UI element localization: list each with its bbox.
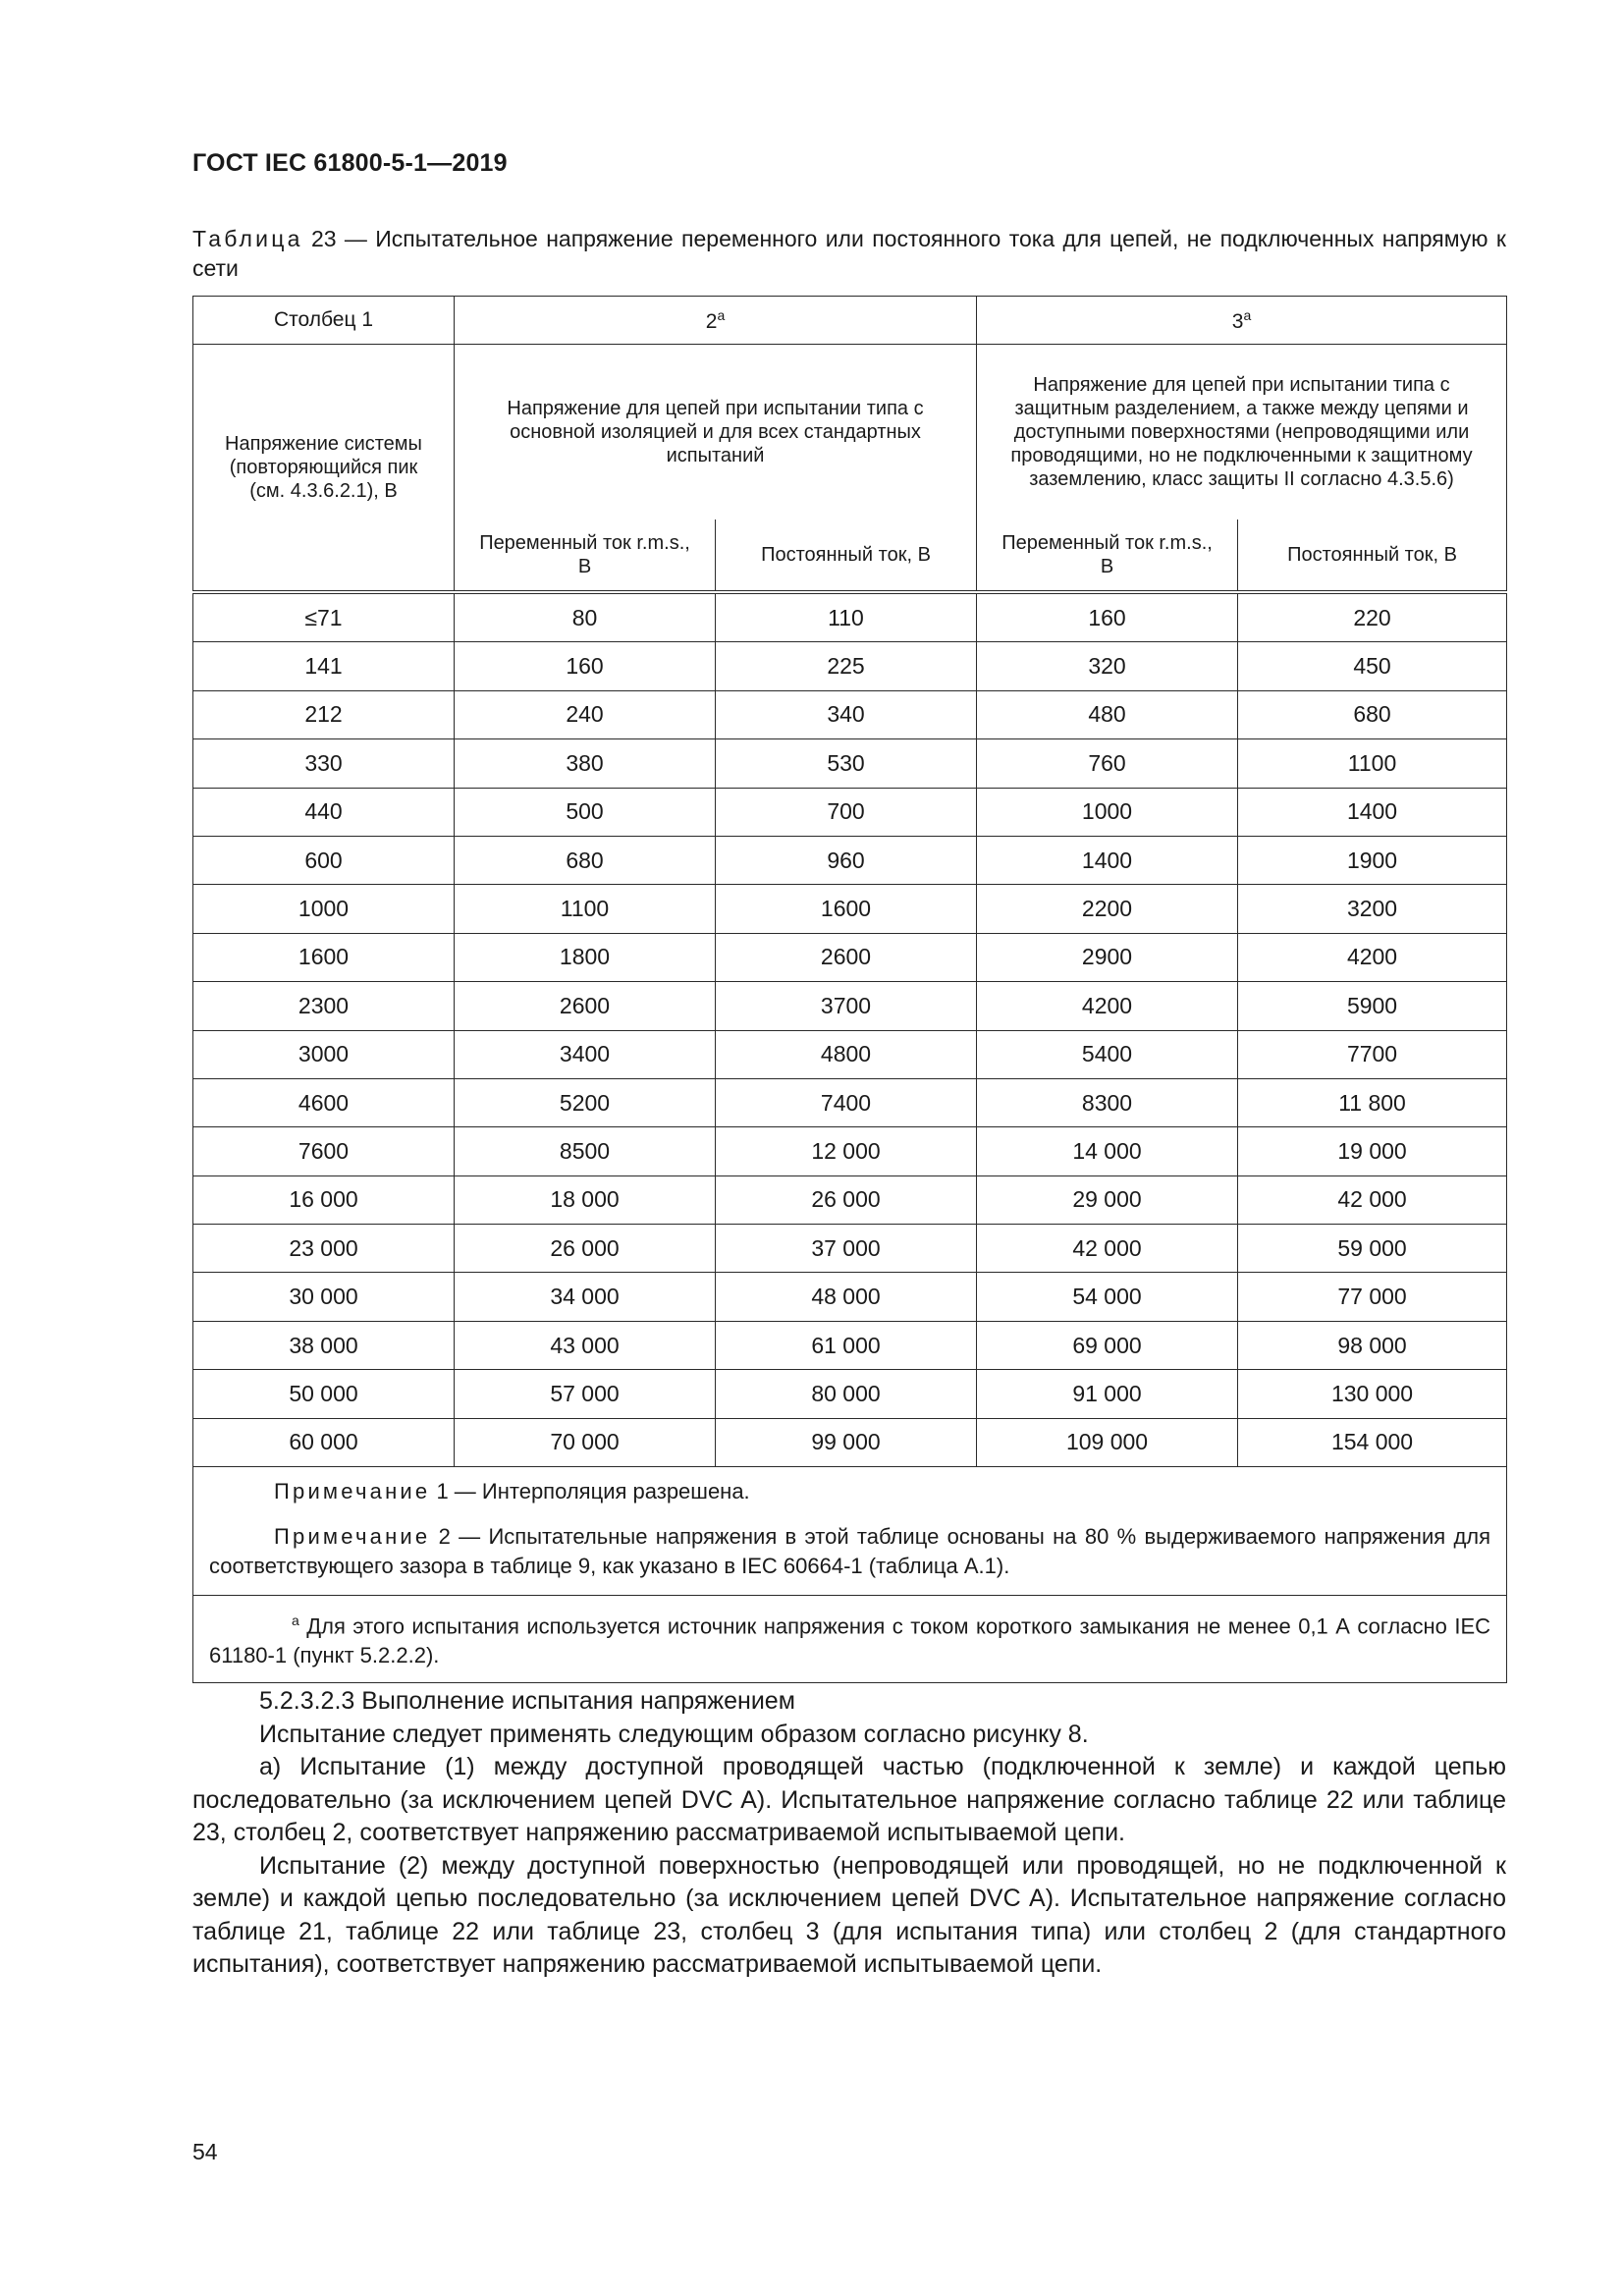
table-cell: 2200 (977, 885, 1238, 933)
column-3-head: 3$^a$ (977, 297, 1507, 345)
column-2-head: 2$^a$ (455, 297, 977, 345)
group-head-row (193, 345, 1507, 520)
table-cell: 240 (455, 690, 716, 738)
table-cell: 70 000 (455, 1418, 716, 1466)
dc-basic-head: Постоянный ток, В (716, 519, 977, 592)
column-number-row (193, 297, 1507, 345)
table-cell: 1000 (193, 885, 455, 933)
table-cell: 23 000 (193, 1225, 455, 1273)
column-1-head: Столбец 1 (193, 297, 455, 345)
table-cell: 43 000 (455, 1321, 716, 1369)
table-cell: 38 000 (193, 1321, 455, 1369)
table-body (193, 592, 1507, 1467)
table-cell: 42 000 (977, 1225, 1238, 1273)
notes-row (193, 1467, 1507, 1596)
table-cell: 700 (716, 788, 977, 836)
table-cell: 1100 (1238, 739, 1507, 788)
table-cell: 212 (193, 690, 455, 738)
table-cell: 34 000 (455, 1273, 716, 1321)
note-label: Примечание (274, 1479, 431, 1504)
table-cell: 380 (455, 739, 716, 788)
table-cell: 760 (977, 739, 1238, 788)
table-cell: 5400 (977, 1030, 1238, 1078)
table-cell: 26 000 (716, 1175, 977, 1224)
table-cell: 680 (455, 836, 716, 884)
dc-protective-head: Постоянный ток, В (1238, 519, 1507, 592)
table-cell: 11 800 (1238, 1078, 1507, 1126)
table-cell: 220 (1238, 592, 1507, 642)
table-cell: 61 000 (716, 1321, 977, 1369)
table-row (193, 1030, 1507, 1078)
table-cell: 160 (977, 592, 1238, 642)
table-row (193, 1370, 1507, 1418)
footnote-mark: a (292, 1613, 299, 1629)
table-cell: 340 (716, 690, 977, 738)
table-row (193, 836, 1507, 884)
table-row (193, 1127, 1507, 1175)
table-cell: 30 000 (193, 1273, 455, 1321)
table-cell: 530 (716, 739, 977, 788)
table-cell: 14 000 (977, 1127, 1238, 1175)
table-cell: 12 000 (716, 1127, 977, 1175)
table-cell: 2900 (977, 933, 1238, 981)
footnote-a: $^a$ Для этого испытания используется источник напряжения с током короткого замыкания не менее 0,1 А согласно IEC 61180-1 (пункт 5.2.2.2). (209, 1613, 1491, 1668)
table-cell: 29 000 (977, 1175, 1238, 1224)
table-row (193, 788, 1507, 836)
table-cell: 54 000 (977, 1273, 1238, 1321)
table-cell: 16 000 (193, 1175, 455, 1224)
table-cell: ≤71 (193, 592, 455, 642)
table-cell: 130 000 (1238, 1370, 1507, 1418)
document-header: ГОСТ IEC 61800-5-1—2019 (192, 149, 508, 177)
table-cell: 500 (455, 788, 716, 836)
table-cell: 960 (716, 836, 977, 884)
table-cell: 3400 (455, 1030, 716, 1078)
table-cell: 4800 (716, 1030, 977, 1078)
table-cell: 1400 (977, 836, 1238, 884)
table-row (193, 1418, 1507, 1466)
table-cell: 37 000 (716, 1225, 977, 1273)
table-cell: 1400 (1238, 788, 1507, 836)
table-cell: 4200 (977, 982, 1238, 1030)
section-heading: 5.2.3.2.3 Выполнение испытания напряжением (259, 1687, 795, 1715)
table-cell: 1900 (1238, 836, 1507, 884)
table-row (193, 690, 1507, 738)
note-2: Примечание 2 — Испытательные напряжения в этой таблице основаны на 80 % выдерживаемого напряжения для соответствующего зазора в таблице 9, как указано в IEC 60664-1 (таблица А.1). (209, 1524, 1491, 1579)
table-cell: 8300 (977, 1078, 1238, 1126)
table-cell: 680 (1238, 690, 1507, 738)
table-cell: 48 000 (716, 1273, 977, 1321)
table-cell: 42 000 (1238, 1175, 1507, 1224)
footnote-mark: a (1243, 306, 1252, 323)
page-number: 54 (192, 2139, 218, 2164)
system-voltage-head: Напряжение системы (повторяющийся пик (см. 4.3.6.2.1), В (193, 345, 455, 593)
table-cell: 1600 (193, 933, 455, 981)
body-text (192, 1685, 1506, 1982)
paragraph: Испытание следует применять следующим образом согласно рисунку 8. (259, 1720, 1089, 1748)
table-row (193, 1175, 1507, 1224)
table-cell: 18 000 (455, 1175, 716, 1224)
table-cell: 59 000 (1238, 1225, 1507, 1273)
table-cell: 7700 (1238, 1030, 1507, 1078)
table-cell: 5200 (455, 1078, 716, 1126)
table-row (193, 1225, 1507, 1273)
table-cell: 1600 (716, 885, 977, 933)
table-cell: 7600 (193, 1127, 455, 1175)
table-cell: 2600 (455, 982, 716, 1030)
table-row (193, 885, 1507, 933)
note-label: Примечание (274, 1524, 431, 1550)
table-cell: 91 000 (977, 1370, 1238, 1418)
voltage-table (192, 296, 1507, 1683)
table-cell: 110 (716, 592, 977, 642)
table-cell: 26 000 (455, 1225, 716, 1273)
table-row (193, 1321, 1507, 1369)
table-cell: 480 (977, 690, 1238, 738)
table-cell: 4600 (193, 1078, 455, 1126)
ac-protective-head: Переменный ток r.m.s., В (977, 519, 1238, 592)
table-cell: 50 000 (193, 1370, 455, 1418)
table-cell: 4200 (1238, 933, 1507, 981)
table-cell: 154 000 (1238, 1418, 1507, 1466)
table-cell: 69 000 (977, 1321, 1238, 1369)
table-cell: 3200 (1238, 885, 1507, 933)
table-cell: 7400 (716, 1078, 977, 1126)
table-cell: 2600 (716, 933, 977, 981)
paragraph: а) Испытание (1) между доступной проводящей частью (подключенной к земле) и каждой цепью последовательно (за исключением цепей DVC A). Испытательное напряжение согласно таблице 22 или таблице 23, столбец 2, соответствует напряжению рассматриваемой испытываемой цепи. (192, 1753, 1506, 1846)
table-cell: 225 (716, 642, 977, 690)
table-cell: 3000 (193, 1030, 455, 1078)
table-cell: 450 (1238, 642, 1507, 690)
paragraph: Испытание (2) между доступной поверхностью (непроводящей или проводящей, но не подключенной к земле) и каждой цепью последовательно (за исключением цепей DVC A). Испытательное напряжение согласно таблице 21, таблице 22 или таблице 23, столбец 3 (для испытания типа) или столбец 2 (для стандартного испытания), соответствует напряжению рассматриваемой испытываемой цепи. (192, 1851, 1506, 1978)
caption-text: 23 — Испытательное напряжение переменного или постоянного тока для цепей, не подключенных напрямую к сети (192, 226, 1506, 281)
table-cell: 3700 (716, 982, 977, 1030)
notes-cell (193, 1467, 1507, 1596)
table-cell: 8500 (455, 1127, 716, 1175)
footnote-cell (193, 1596, 1507, 1683)
table-cell: 1800 (455, 933, 716, 981)
table-cell: 99 000 (716, 1418, 977, 1466)
protective-separation-head: Напряжение для цепей при испытании типа с защитным разделением, а также между цепями и доступными поверхностями (непроводящими или проводящими, но не подключенными к защитному заземлению, класс защиты II согласно 4.3.5.6) (977, 345, 1507, 520)
table-cell: 330 (193, 739, 455, 788)
table-cell: 19 000 (1238, 1127, 1507, 1175)
table-row (193, 1078, 1507, 1126)
caption-label: Таблица (192, 226, 303, 251)
note-1: Примечание 1 — Интерполяция разрешена. (274, 1479, 750, 1504)
table-cell: 57 000 (455, 1370, 716, 1418)
table-row (193, 933, 1507, 981)
footnote-mark: a (717, 306, 726, 323)
table-cell: 60 000 (193, 1418, 455, 1466)
table-cell: 5900 (1238, 982, 1507, 1030)
table-cell: 1000 (977, 788, 1238, 836)
table-cell: 80 000 (716, 1370, 977, 1418)
table-row (193, 739, 1507, 788)
table-row (193, 1273, 1507, 1321)
footnote-row (193, 1596, 1507, 1683)
ac-basic-head: Переменный ток r.m.s., В (455, 519, 716, 592)
table-cell: 80 (455, 592, 716, 642)
table-cell: 98 000 (1238, 1321, 1507, 1369)
table-cell: 141 (193, 642, 455, 690)
table-cell: 440 (193, 788, 455, 836)
table-cell: 160 (455, 642, 716, 690)
table-cell: 109 000 (977, 1418, 1238, 1466)
table-row (193, 592, 1507, 642)
table-cell: 600 (193, 836, 455, 884)
table-row (193, 642, 1507, 690)
table-cell: 2300 (193, 982, 455, 1030)
basic-insulation-head: Напряжение для цепей при испытании типа с основной изоляцией и для всех стандартных испытаний (455, 345, 977, 520)
table-caption (192, 224, 1506, 283)
table-cell: 77 000 (1238, 1273, 1507, 1321)
table-cell: 320 (977, 642, 1238, 690)
table-cell: 1100 (455, 885, 716, 933)
table-row (193, 982, 1507, 1030)
